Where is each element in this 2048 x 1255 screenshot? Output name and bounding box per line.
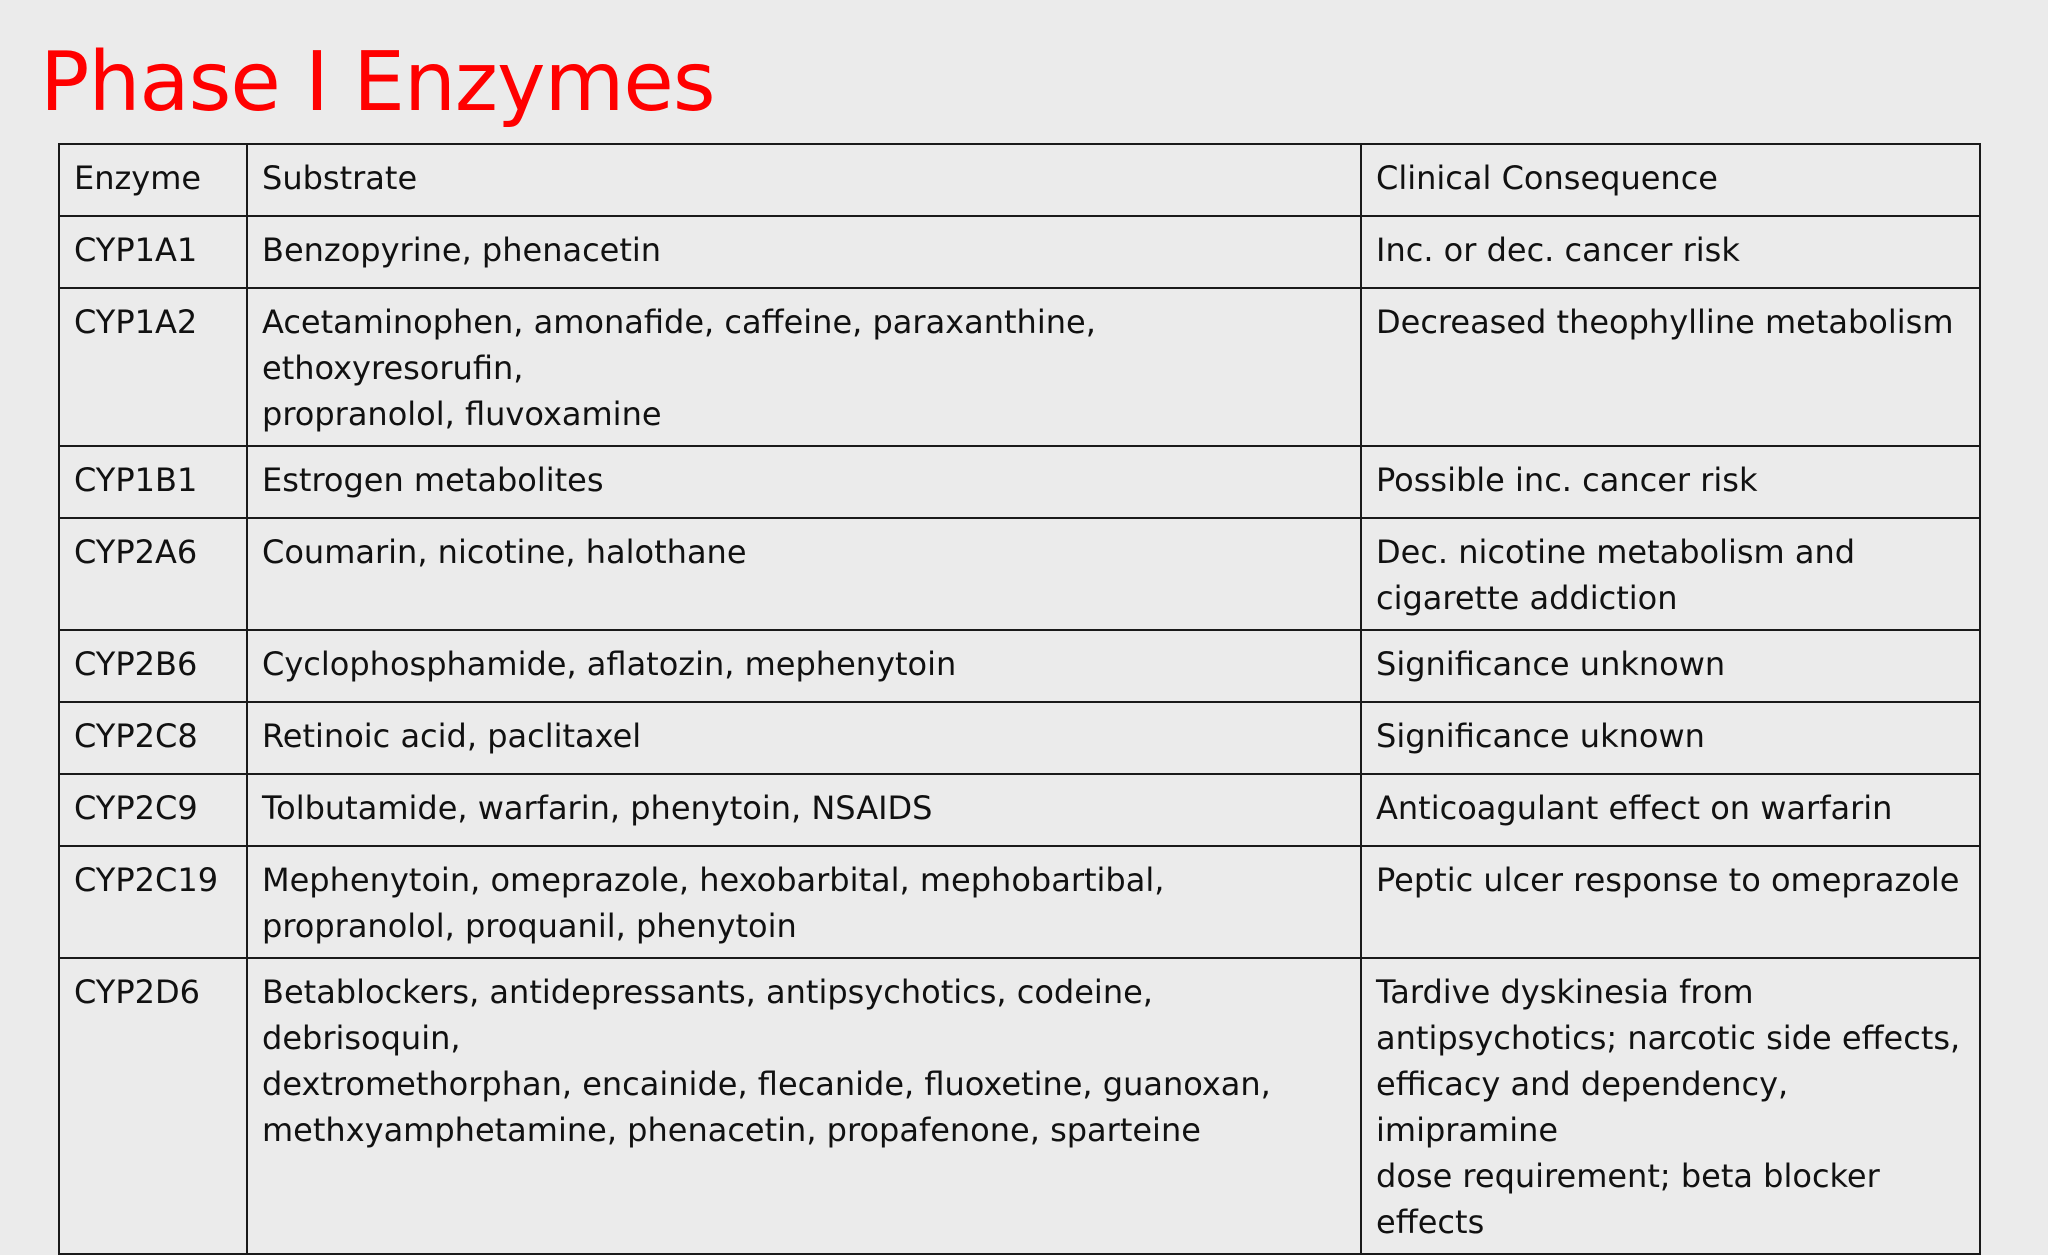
substrate-cell: Estrogen metabolites (247, 446, 1361, 518)
enzyme-cell: CYP2C9 (59, 774, 247, 846)
consequence-cell: Significance uknown (1361, 702, 1980, 774)
consequence-cell: Tardive dyskinesia from antipsychotics; narcotic side effects, efficacy and dependency, imipramine dose requirement; beta blocker effects (1361, 958, 1980, 1254)
table-row (59, 216, 1980, 288)
substrate-cell: Betablockers, antidepressants, antipsychotics, codeine, debrisoquin, dextromethorphan, encainide, flecanide, fluoxetine, guanoxan, methxyamphetamine, phenacetin, propafenone, sparteine (247, 958, 1361, 1254)
table-row (59, 630, 1980, 702)
enzyme-cell: CYP2C19 (59, 846, 247, 958)
header-substrate: Substrate (247, 144, 1361, 216)
consequence-cell: Anticoagulant effect on warfarin (1361, 774, 1980, 846)
consequence-cell: Significance unknown (1361, 630, 1980, 702)
substrate-cell: Acetaminophen, amonafide, caffeine, paraxanthine, ethoxyresorufin, propranolol, fluvoxamine (247, 288, 1361, 446)
header-clinical-consequence: Clinical Consequence (1361, 144, 1980, 216)
substrate-cell: Mephenytoin, omeprazole, hexobarbital, mephobartibal, propranolol, proquanil, phenytoin (247, 846, 1361, 958)
enzyme-cell: CYP1A2 (59, 288, 247, 446)
enzyme-cell: CYP2D6 (59, 958, 247, 1254)
table-header-row (59, 144, 1980, 216)
consequence-cell: Dec. nicotine metabolism and cigarette addiction (1361, 518, 1980, 630)
enzyme-cell: CYP1B1 (59, 446, 247, 518)
consequence-cell: Peptic ulcer response to omeprazole (1361, 846, 1980, 958)
consequence-cell: Possible inc. cancer risk (1361, 446, 1980, 518)
enzymes-table (58, 143, 1981, 1255)
header-enzyme: Enzyme (59, 144, 247, 216)
substrate-cell: Cyclophosphamide, aflatozin, mephenytoin (247, 630, 1361, 702)
table-row (59, 446, 1980, 518)
table-row (59, 288, 1980, 446)
substrate-cell: Benzopyrine, phenacetin (247, 216, 1361, 288)
consequence-cell: Decreased theophylline metabolism (1361, 288, 1980, 446)
enzyme-cell: CYP2B6 (59, 630, 247, 702)
enzyme-cell: CYP2A6 (59, 518, 247, 630)
table-row (59, 846, 1980, 958)
table-row (59, 702, 1980, 774)
substrate-cell: Retinoic acid, paclitaxel (247, 702, 1361, 774)
table-row (59, 518, 1980, 630)
substrate-cell: Tolbutamide, warfarin, phenytoin, NSAIDS (247, 774, 1361, 846)
slide-title: Phase I Enzymes (40, 35, 715, 130)
enzyme-cell: CYP2C8 (59, 702, 247, 774)
substrate-cell: Coumarin, nicotine, halothane (247, 518, 1361, 630)
consequence-cell: Inc. or dec. cancer risk (1361, 216, 1980, 288)
table-row (59, 958, 1980, 1254)
table-row (59, 774, 1980, 846)
enzyme-cell: CYP1A1 (59, 216, 247, 288)
